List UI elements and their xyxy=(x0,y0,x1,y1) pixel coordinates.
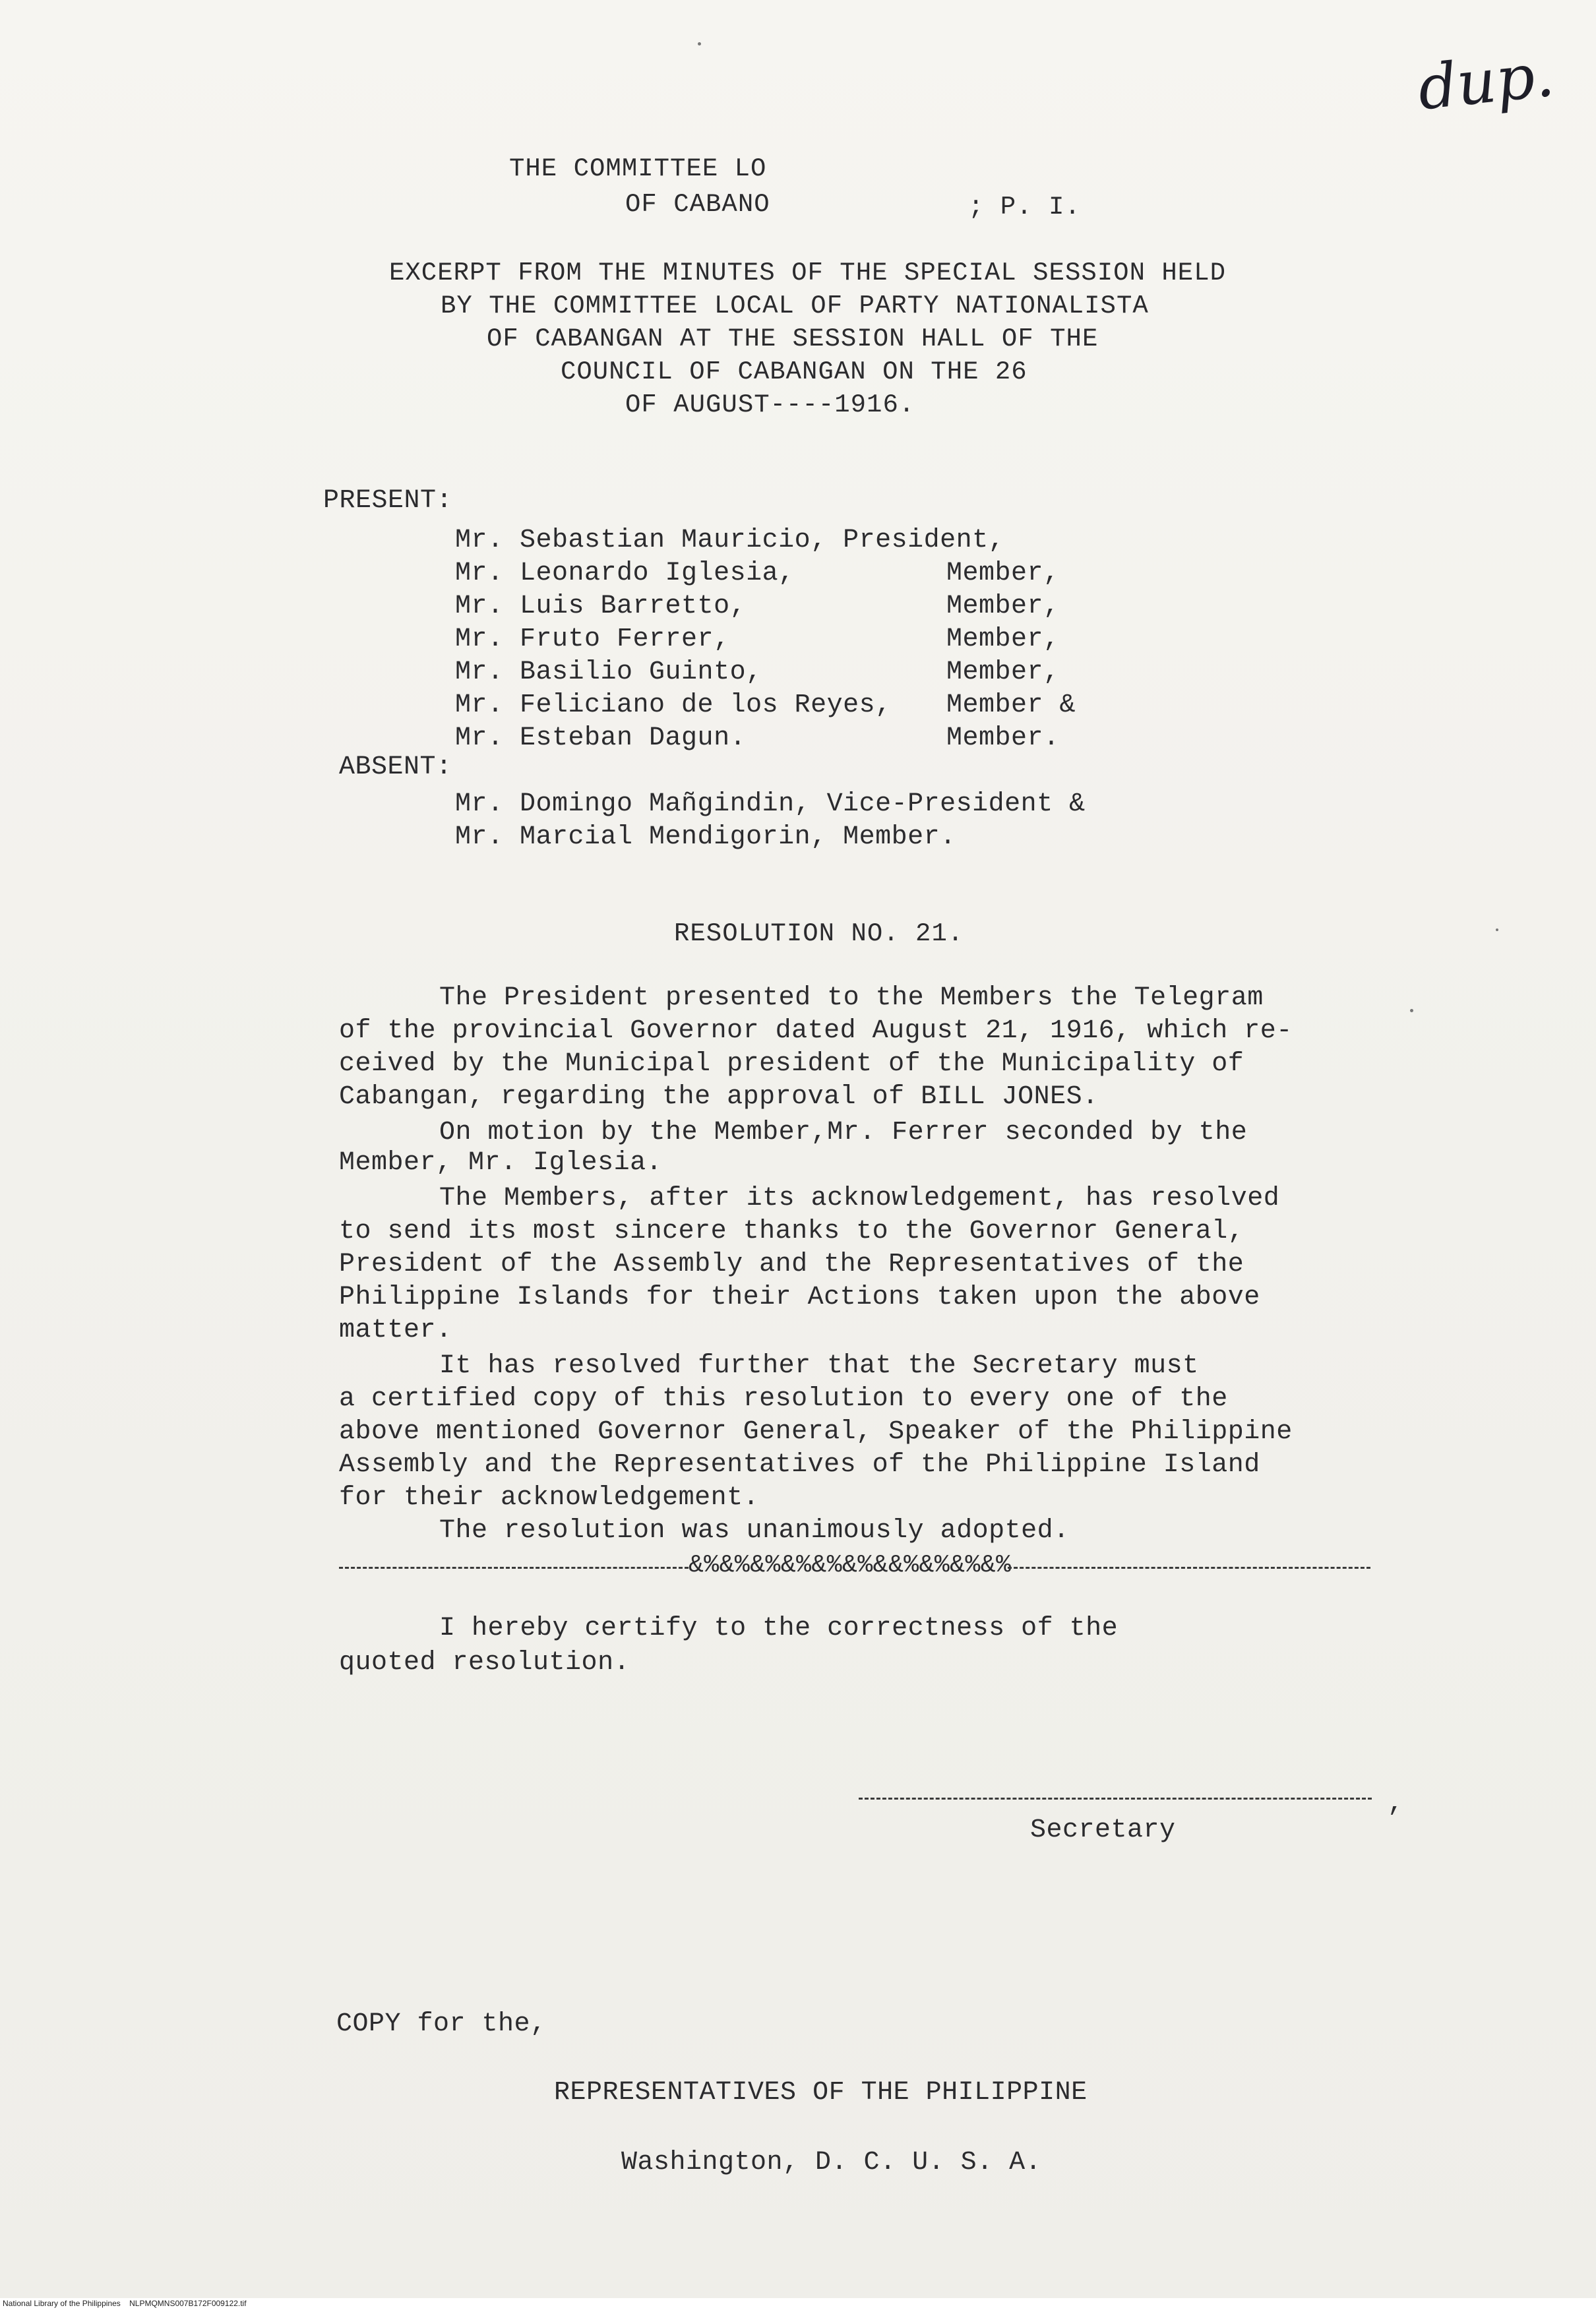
body-line-2: of the provincial Governor dated August 21, 1916, which re- xyxy=(339,1016,1293,1046)
absent-label: ABSENT: xyxy=(339,752,452,782)
present-role-4: Member, xyxy=(946,624,1060,654)
header-line-2b: ; P. I. xyxy=(968,193,1081,222)
signature-line xyxy=(859,1798,1372,1800)
certify-line-2: quoted resolution. xyxy=(339,1648,630,1678)
signature-comma: , xyxy=(1388,1789,1404,1819)
body-line-14: above mentioned Governor General, Speaker of the Philippine xyxy=(339,1417,1293,1447)
present-role-6: Member & xyxy=(946,690,1076,720)
absent-line-2: Mr. Marcial Mendigorin, Member. xyxy=(455,822,956,852)
present-name-3: Mr. Luis Barretto, xyxy=(455,592,747,621)
present-role-7: Member. xyxy=(946,723,1060,753)
copy-address: Washington, D. C. U. S. A. xyxy=(621,2148,1042,2177)
copy-label: COPY for the, xyxy=(336,2009,547,2039)
body-line-1: The President presented to the Members the Telegram xyxy=(439,983,1264,1013)
body-line-4: Cabangan, regarding the approval of BILL JONES. xyxy=(339,1082,1099,1112)
body-line-13: a certified copy of this resolution to every one of the xyxy=(339,1384,1228,1414)
present-name-2: Mr. Leonardo Iglesia, xyxy=(455,559,795,588)
handwritten-annotation: dup. xyxy=(1414,39,1558,124)
body-line-17: The resolution was unanimously adopted. xyxy=(439,1516,1070,1546)
present-name-6: Mr. Feliciano de los Reyes, xyxy=(455,690,892,720)
certify-line-1: I hereby certify to the correctness of the xyxy=(439,1614,1119,1643)
present-name-5: Mr. Basilio Guinto, xyxy=(455,657,762,687)
present-role-2: Member, xyxy=(946,559,1060,588)
present-name-1: Mr. Sebastian Mauricio, President, xyxy=(455,526,1005,555)
title-line-1: EXCERPT FROM THE MINUTES OF THE SPECIAL SESSION HELD xyxy=(389,258,1226,288)
copy-recipient: REPRESENTATIVES OF THE PHILIPPINE xyxy=(554,2078,1088,2108)
body-line-12: It has resolved further that the Secretary must xyxy=(439,1351,1199,1381)
title-line-4: COUNCIL OF CABANGAN ON THE 26 xyxy=(561,357,1028,386)
present-role-5: Member, xyxy=(946,657,1060,687)
separator-middle: &%&%&%&%&%&%&&%&%&%&% xyxy=(689,1551,1012,1579)
title-line-2: BY THE COMMITTEE LOCAL OF PARTY NATIONALISTA xyxy=(441,291,1149,320)
separator-left-dashes xyxy=(339,1567,689,1569)
paper-speck xyxy=(698,42,701,46)
paper-speck xyxy=(1410,1009,1413,1012)
paper-speck xyxy=(1496,928,1498,931)
body-line-6: Member, Mr. Iglesia. xyxy=(339,1148,663,1178)
present-name-4: Mr. Fruto Ferrer, xyxy=(455,624,730,654)
body-line-3: ceived by the Municipal president of the Municipality of xyxy=(339,1049,1244,1079)
body-line-10: Philippine Islands for their Actions taken upon the above xyxy=(339,1283,1260,1312)
header-line-2a: OF CABANO xyxy=(625,190,770,219)
header-line-1: THE COMMITTEE LO xyxy=(509,154,767,183)
separator-right-dashes xyxy=(1008,1567,1370,1569)
body-line-9: President of the Assembly and the Representatives of the xyxy=(339,1250,1244,1279)
title-line-3: OF CABANGAN AT THE SESSION HALL OF THE xyxy=(487,324,1099,353)
body-line-15: Assembly and the Representatives of the Philippine Island xyxy=(339,1450,1260,1480)
body-line-11: matter. xyxy=(339,1316,452,1345)
present-role-3: Member, xyxy=(946,592,1060,621)
absent-line-1: Mr. Domingo Mañgindin, Vice-President & xyxy=(455,789,1086,819)
body-line-5: On motion by the Member,Mr. Ferrer seconded by the xyxy=(439,1118,1248,1147)
body-line-8: to send its most sincere thanks to the Governor General, xyxy=(339,1217,1244,1246)
body-line-16: for their acknowledgement. xyxy=(339,1483,760,1513)
present-label: PRESENT: xyxy=(323,486,453,516)
footer-caption: National Library of the Philippines NLPMQMNS007B172F009122.tif xyxy=(3,2299,247,2308)
title-line-5: OF AUGUST----1916. xyxy=(625,390,915,419)
present-name-7: Mr. Esteban Dagun. xyxy=(455,723,747,753)
resolution-title: RESOLUTION NO. 21. xyxy=(674,919,964,948)
secretary-label: Secretary xyxy=(1030,1815,1176,1845)
body-line-7: The Members, after its acknowledgement, has resolved xyxy=(439,1184,1280,1213)
